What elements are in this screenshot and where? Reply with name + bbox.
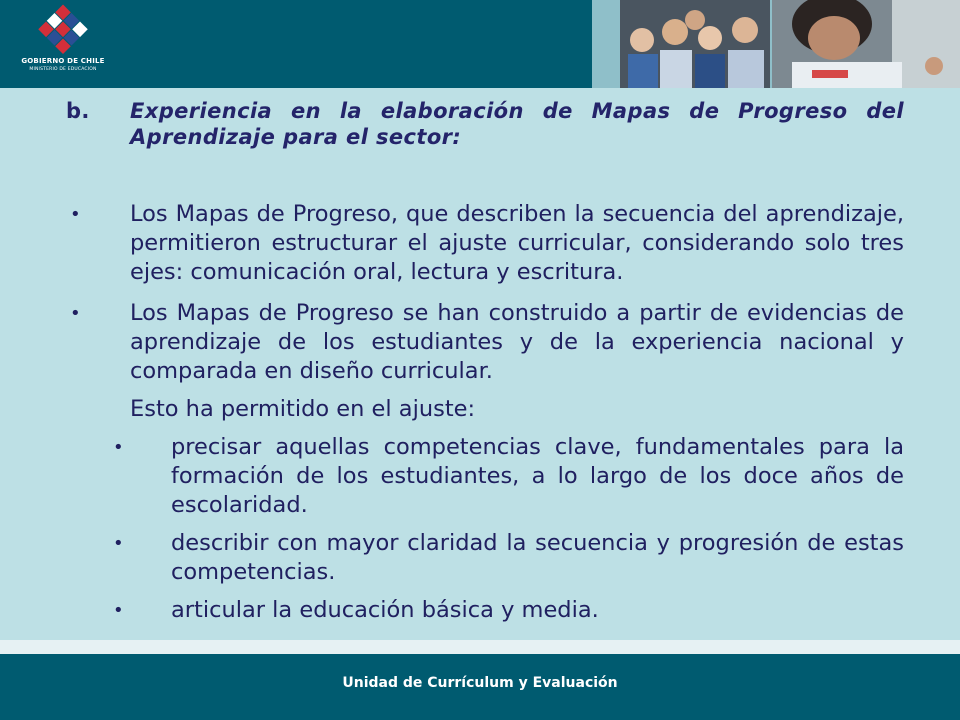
bullet-icon: • [70,303,81,324]
footer-text: Unidad de Currículum y Evaluación [342,675,618,691]
heading-marker: b. [66,99,90,123]
header-photos [592,0,960,88]
list-item [66,200,904,287]
bullet-text: Los Mapas de Progreso, que describen la secuencia del aprendizaje, permitieron estructurar el ajuste curricular, considerando solo tres ejes: comunicación oral, lectura y escritura. [130,201,904,285]
students-photo [620,0,770,88]
bullet-text: Los Mapas de Progreso se han construido a partir de evidencias de aprendizaje de los estudiantes y de la experiencia nacional y comparada en diseño curricular. [130,300,904,384]
government-emblem-icon [18,4,108,56]
bullet-icon: • [113,437,124,458]
student-writing-photo [772,0,960,88]
sub-list-item [66,596,904,625]
gobierno-logo [18,4,108,82]
list-item [66,299,904,386]
intro-paragraph: Esto ha permitido en el ajuste: [130,396,476,422]
footer-divider [0,640,960,654]
bullet-icon: • [70,204,81,225]
footer-bar [0,654,960,720]
logo-subtitle: MINISTERIO DE EDUCACION [29,67,97,72]
header-bar [0,0,960,88]
section-heading [66,98,904,150]
heading-text: Experiencia en la elaboración de Mapas de Progreso del Aprendizaje para el sector: [130,99,904,149]
bullet-icon: • [113,600,124,621]
sub-list-item [66,433,904,520]
sub-bullet-text: precisar aquellas competencias clave, fundamentales para la formación de los estudiantes, a lo largo de los doce años de escolaridad. [171,434,904,518]
logo-title: GOBIERNO DE CHILE [21,57,105,65]
bullet-icon: • [113,533,124,554]
sub-bullet-text: articular la educación básica y media. [171,597,599,623]
sub-bullet-text: describir con mayor claridad la secuencia y progresión de estas competencias. [171,530,904,585]
sub-list-item [66,529,904,587]
slide-content [66,98,904,625]
